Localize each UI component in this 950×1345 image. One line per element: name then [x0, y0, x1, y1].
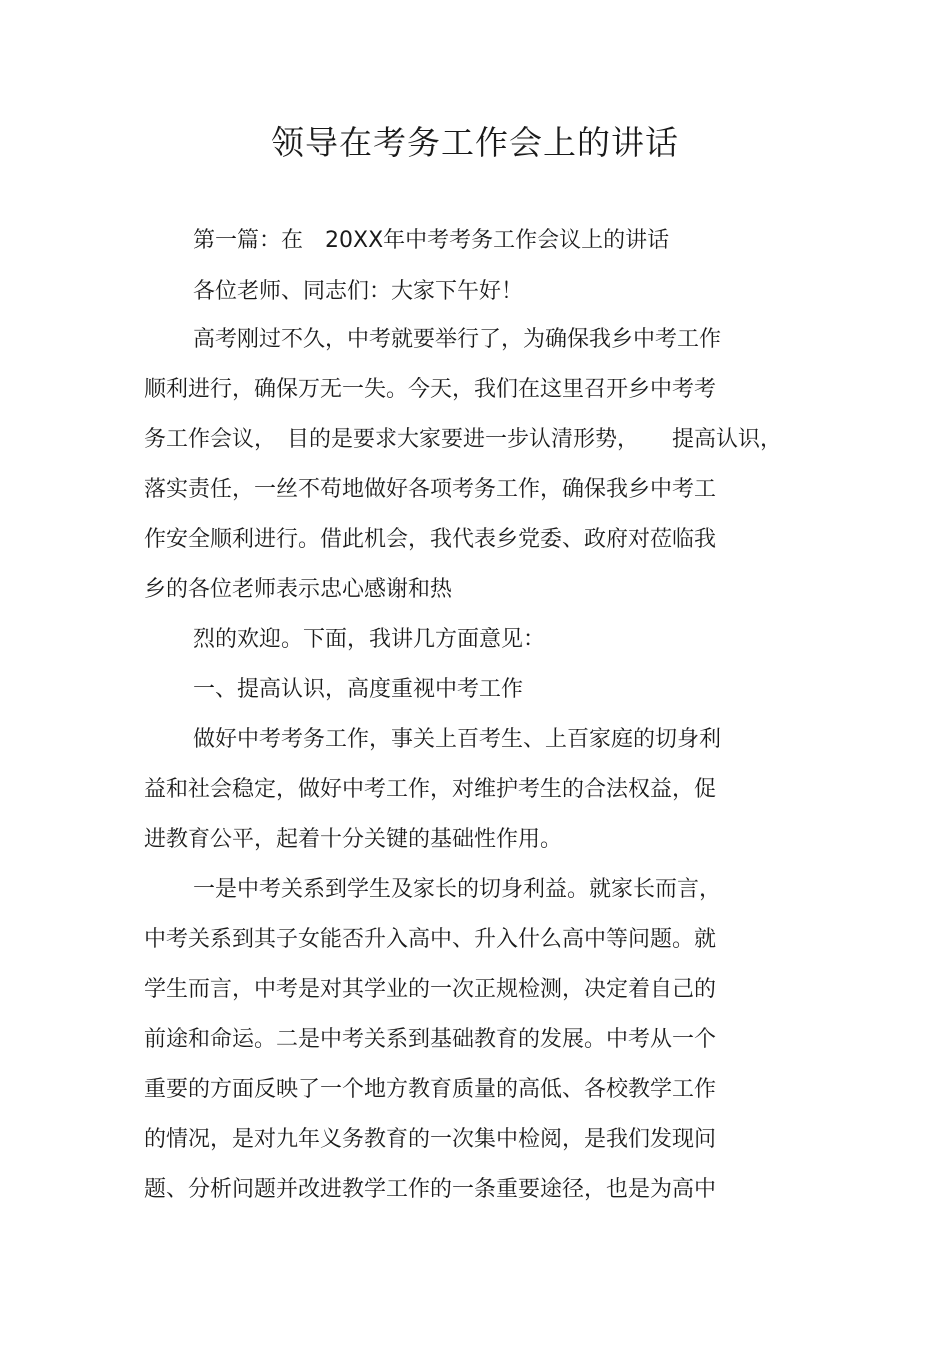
text-line: 重要的方面反映了一个地方教育质量的高低、各校教学工作: [144, 1077, 717, 1102]
text-line: 学生而言，中考是对其学业的一次正规检测，决定着自己的: [144, 977, 717, 1002]
text-line: 益和社会稳定，做好中考工作，对维护考生的合法权益，促: [144, 777, 717, 802]
text-line: 前途和命运。二是中考关系到基础教育的发展。中考从一个: [144, 1027, 717, 1052]
text-line: 做好中考考务工作，事关上百考生、上百家庭的切身利: [193, 727, 722, 752]
text-line: 题、分析问题并改进教学工作的一条重要途径，也是为高中: [144, 1177, 717, 1202]
text-line: 作安全顺利进行。借此机会，我代表乡党委、政府对莅临我: [144, 527, 717, 552]
text-line: 一是中考关系到学生及家长的切身利益。就家长而言，: [193, 877, 722, 902]
text-line: 烈的欢迎。下面，我讲几方面意见：: [193, 627, 546, 652]
text-line: 第一篇：在 20XX年中考考务工作会议上的讲话: [193, 228, 670, 253]
text-line: 进教育公平，起着十分关键的基础性作用。: [144, 827, 563, 852]
section-heading: 一、提高认识，高度重视中考工作: [193, 677, 524, 702]
text-line: 各位老师、同志们：大家下午好！: [193, 279, 524, 304]
text-line: 高考刚过不久，中考就要举行了，为确保我乡中考工作: [193, 327, 722, 352]
text-line: 落实责任，一丝不苟地做好各项考务工作，确保我乡中考工: [144, 477, 717, 502]
text-line: 务工作会议， 目的是要求大家要进一步认清形势， 提高认识，: [144, 427, 783, 452]
text-line: 顺利进行，确保万无一失。今天，我们在这里召开乡中考考: [144, 377, 717, 402]
text-line: 的情况，是对九年义务教育的一次集中检阅，是我们发现问: [144, 1127, 717, 1152]
text-line: 中考关系到其子女能否升入高中、升入什么高中等问题。就: [144, 927, 717, 952]
document-title: 领导在考务工作会上的讲话: [271, 123, 679, 162]
text-line: 乡的各位老师表示忠心感谢和热: [144, 577, 453, 602]
